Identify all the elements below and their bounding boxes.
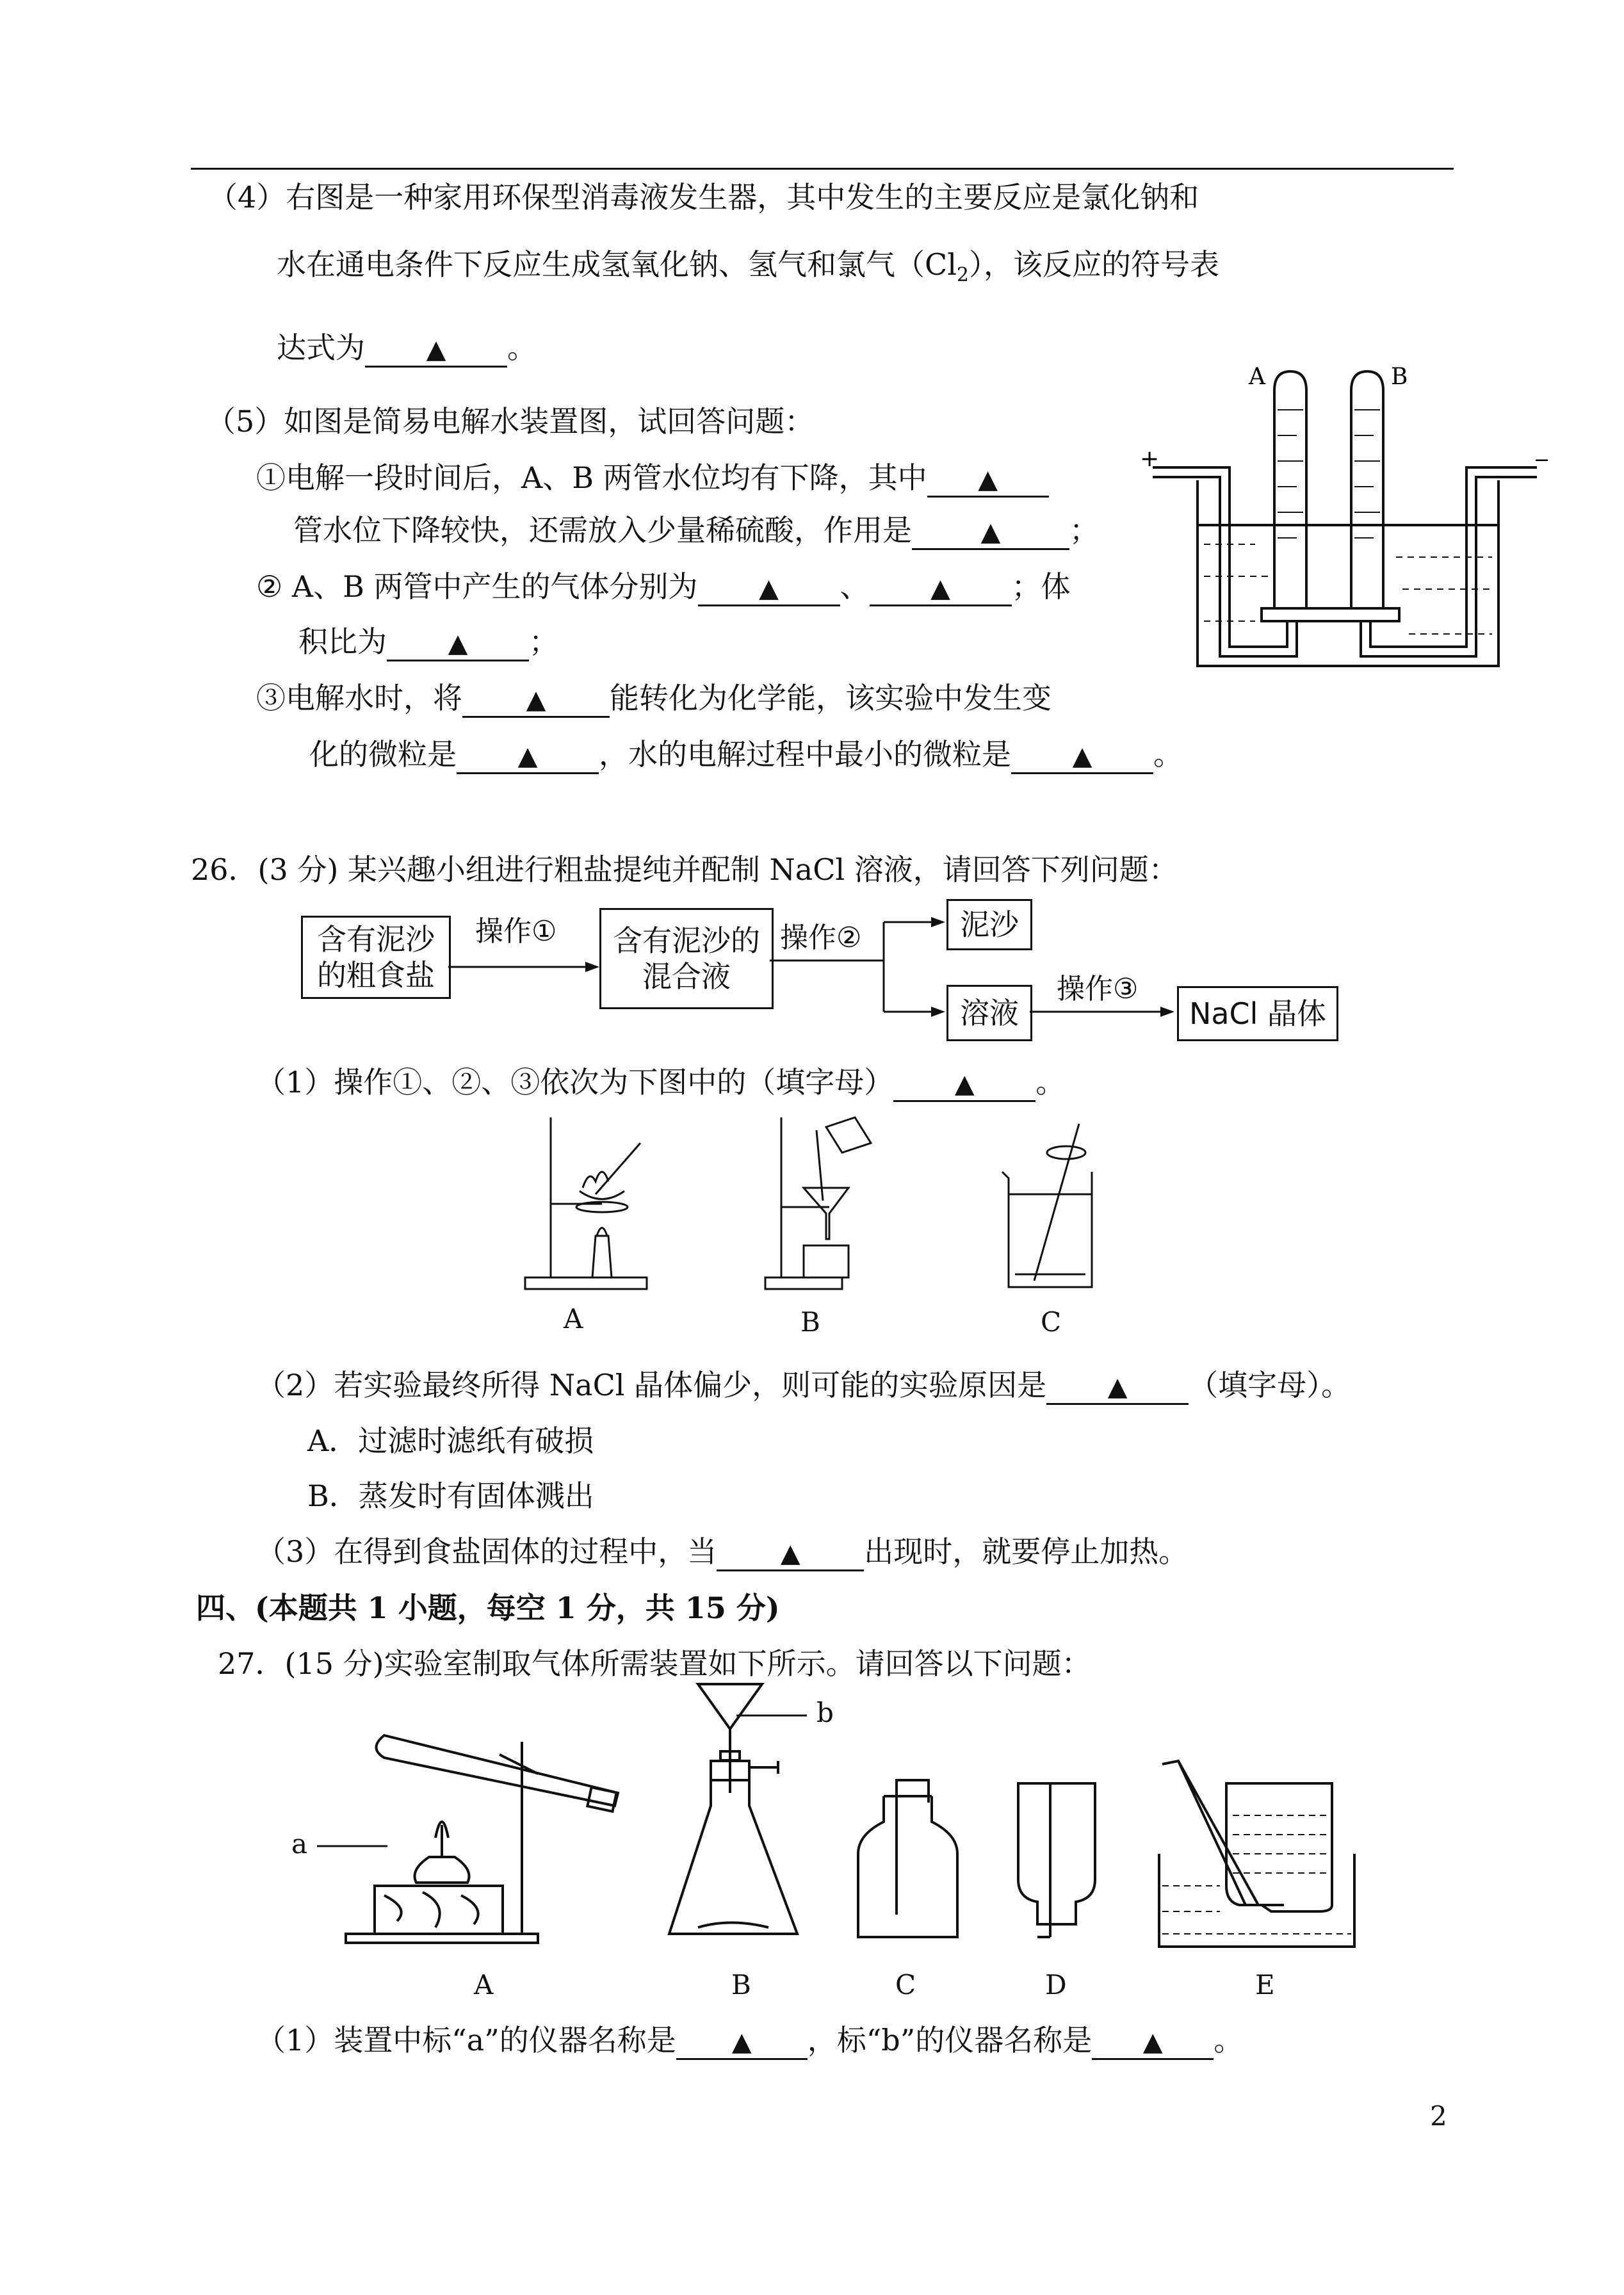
label-b-leader [736, 1714, 813, 1717]
q26-s3-a: （3）在得到食盐固体的过程中，当 [256, 1534, 717, 1569]
q5-p1-c: ； [1069, 513, 1099, 547]
q5-p3-d: ，水的电解过程中最小的微粒是 [599, 737, 1011, 772]
q27-fig-label-d: D [1045, 1969, 1067, 2000]
filtration-apparatus-figure [765, 1117, 881, 1297]
q26-option-b: B．蒸发时有固体溅出 [307, 1479, 594, 1513]
q5-p2-c: ；体 [1011, 569, 1071, 604]
tube-a-label: A [1249, 364, 1265, 390]
flow-op3-label: 操作③ [1057, 973, 1139, 1005]
water-trough-collection-e-figure [1156, 1758, 1361, 1950]
q5-p2-a: ② A、B 两管中产生的气体分别为 [256, 569, 698, 604]
answer-blank[interactable] [927, 462, 1049, 498]
tube-b-label: B [1391, 364, 1408, 390]
label-a: a [291, 1828, 308, 1860]
positive-terminal-label: + [1140, 446, 1160, 472]
flask-with-funnel-figure [666, 1678, 826, 1947]
blank-triangle-icon: ▲ [930, 574, 950, 603]
q4-line3-a: 达式为 [277, 330, 365, 365]
blank-triangle-icon: ▲ [1107, 1372, 1128, 1402]
answer-blank[interactable] [717, 1536, 864, 1571]
q5-intro: （5）如图是简易电解水装置图，试回答问题： [206, 404, 815, 439]
answer-blank[interactable] [457, 738, 599, 774]
q26-fig-label-a: A [564, 1303, 583, 1334]
answer-blank[interactable] [1011, 738, 1153, 774]
flow-box-sediment: 泥沙 [946, 899, 1032, 950]
top-rule [191, 168, 1454, 170]
flow-box2-line2: 混合液 [642, 959, 731, 994]
q4-line2 [277, 247, 1219, 293]
blank-triangle-icon: ▲ [526, 685, 546, 715]
q4-line2-b: ），该反应的符号表 [969, 247, 1220, 282]
q27-s1 [256, 2022, 1243, 2060]
blank-triangle-icon: ▲ [978, 465, 998, 494]
q5-p2-d: 积比为 [298, 624, 387, 659]
answer-blank[interactable] [698, 571, 840, 606]
q26-s3-b: 出现时，就要停止加热。 [864, 1534, 1189, 1569]
dissolving-beaker-figure [996, 1124, 1111, 1297]
q27-s1-c: 。 [1214, 2023, 1244, 2057]
blank-triangle-icon: ▲ [448, 629, 468, 658]
q5-p3-c: 化的微粒是 [309, 737, 457, 772]
flow-box2-line1: 含有泥沙的 [613, 923, 760, 958]
blank-triangle-icon: ▲ [1072, 742, 1092, 771]
answer-blank[interactable] [912, 514, 1069, 550]
q5-p2-line1 [256, 569, 1071, 606]
q26-s3 [256, 1534, 1188, 1571]
q4-subscript: 2 [956, 264, 970, 287]
flow-op1-label: 操作① [475, 915, 557, 948]
gas-collection-bottle-c-figure [855, 1777, 964, 1950]
q5-p2-e: ； [529, 624, 558, 659]
q26-s2 [256, 1367, 1351, 1405]
label-a-leader [317, 1844, 387, 1848]
q27-title: 27．(15 分)实验室制取气体所需装置如下所示。请回答以下问题： [218, 1646, 1091, 1681]
q26-s1 [256, 1064, 1065, 1102]
flow-box-crude-salt [301, 916, 451, 999]
q5-p2-line2 [298, 624, 558, 661]
label-b: b [816, 1697, 834, 1728]
answer-blank[interactable] [676, 2024, 808, 2060]
q4-line1: （4）右图是一种家用环保型消毒液发生器，其中发生的主要反应是氯化钠和 [208, 180, 1199, 215]
blank-triangle-icon: ▲ [1142, 2027, 1163, 2057]
answer-blank[interactable] [1046, 1369, 1189, 1405]
flow-box-solution: 溶液 [946, 985, 1032, 1041]
q4-line2-a: 水在通电条件下反应生成氢氧化钠、氢气和氯气（Cl [277, 247, 957, 282]
blank-triangle-icon: ▲ [780, 1539, 800, 1568]
blank-triangle-icon: ▲ [759, 574, 779, 603]
q26-s2-b: （填字母）。 [1189, 1368, 1351, 1402]
q26-fig-label-c: C [1041, 1306, 1062, 1338]
blank-triangle-icon: ▲ [426, 335, 446, 364]
blank-triangle-icon: ▲ [980, 517, 1001, 547]
q27-s1-a: （1）装置中标“a”的仪器名称是 [256, 2023, 676, 2057]
page-number: 2 [1430, 2100, 1447, 2132]
answer-blank[interactable] [893, 1066, 1035, 1102]
q27-fig-label-b: B [731, 1969, 751, 2000]
q5-p1-line2 [293, 512, 1099, 550]
q26-option-a: A．过滤时滤纸有破损 [307, 1423, 594, 1458]
answer-blank[interactable] [1092, 2024, 1214, 2060]
q5-p3-b: 能转化为化学能，该实验中发生变 [610, 681, 1052, 715]
answer-blank[interactable] [870, 571, 1012, 606]
q26-s1-a: （1）操作①、②、③依次为下图中的（填字母） [256, 1065, 894, 1099]
gas-collection-bottle-d-figure [1012, 1777, 1101, 1943]
q5-p3-a: ③电解水时，将 [256, 681, 462, 715]
q26-s1-b: 。 [1035, 1065, 1066, 1099]
flow-box-nacl-crystal: NaCl 晶体 [1177, 986, 1338, 1041]
flow-box-mixture [599, 908, 774, 1009]
flow-box1-line2: 的粗食盐 [317, 958, 435, 993]
heating-apparatus-figure [346, 1729, 640, 1947]
q27-s1-b: ，标“b”的仪器名称是 [807, 2023, 1092, 2057]
q26-fig-label-b: B [800, 1306, 820, 1338]
answer-blank[interactable] [387, 626, 529, 661]
q5-p1-b: 管水位下降较快，还需放入少量稀硫酸，作用是 [293, 513, 912, 547]
section-4-heading: 四、(本题共 1 小题，每空 1 分，共 15 分) [196, 1591, 780, 1625]
evaporation-apparatus-figure [525, 1117, 653, 1297]
q26-title: 26．(3 分) 某兴趣小组进行粗盐提纯并配制 NaCl 溶液，请回答下列问题： [191, 852, 1178, 887]
q26-s2-a: （2）若实验最终所得 NaCl 晶体偏少，则可能的实验原因是 [256, 1368, 1047, 1402]
answer-blank[interactable] [365, 332, 507, 368]
blank-triangle-icon: ▲ [517, 742, 538, 771]
q5-p1-a: ①电解一段时间后，A、B 两管水位均有下降，其中 [256, 460, 927, 495]
q4-line3 [277, 330, 537, 368]
q27-fig-label-e: E [1255, 1969, 1275, 2000]
blank-triangle-icon: ▲ [731, 2027, 752, 2057]
flow-arrow-1 [448, 961, 599, 973]
q5-p2-b: 、 [840, 569, 870, 604]
q27-fig-label-a: A [474, 1969, 494, 2000]
flow-arrow-3 [1030, 1005, 1177, 1018]
electrolysis-apparatus-figure [1140, 352, 1550, 685]
flow-op2-label: 操作② [780, 921, 862, 954]
q4-line3-b: 。 [507, 330, 537, 365]
q5-p3-e: 。 [1153, 737, 1183, 772]
blank-triangle-icon: ▲ [954, 1069, 975, 1099]
q5-p1-line1 [256, 460, 1049, 498]
flow-branch-arrows [770, 922, 949, 1025]
q5-p3-line2 [309, 736, 1183, 774]
answer-blank[interactable] [462, 682, 610, 718]
q5-p3-line1 [256, 680, 1052, 718]
q27-fig-label-c: C [895, 1969, 916, 2000]
flow-box1-line1: 含有泥沙 [317, 922, 435, 957]
negative-terminal-label: − [1534, 449, 1550, 471]
